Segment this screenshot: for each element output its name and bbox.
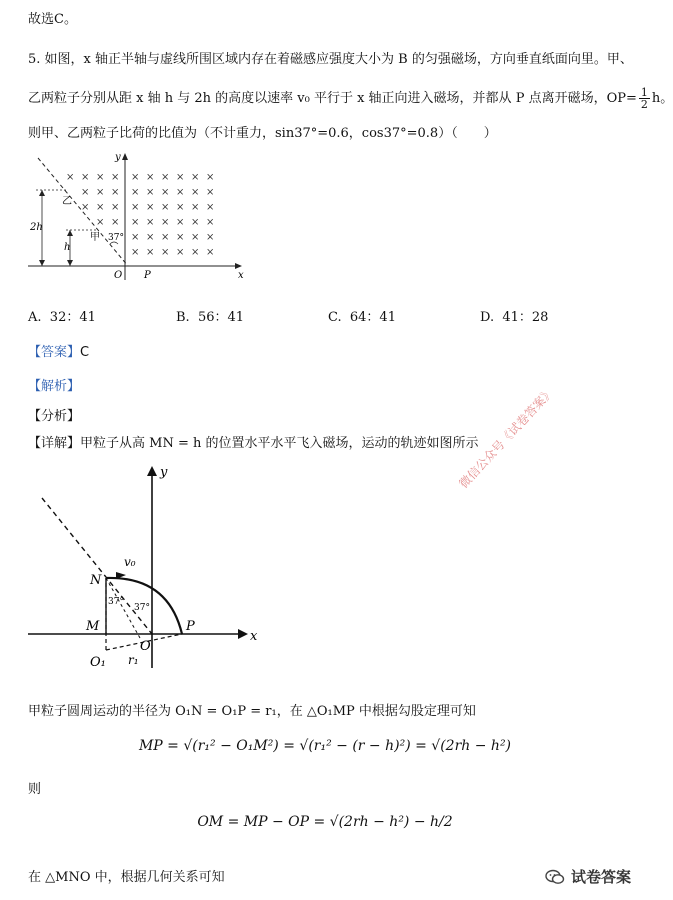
fenxi-tag: 【分析】: [28, 409, 81, 424]
fig1-y-label: y: [115, 152, 121, 163]
svg-text:×: ×: [206, 217, 215, 228]
previous-answer: 故选C。: [28, 12, 77, 27]
svg-text:×: ×: [146, 232, 155, 243]
svg-text:×: ×: [206, 187, 215, 198]
fig2-r1-label: r₁: [128, 653, 139, 667]
svg-text:×: ×: [191, 232, 200, 243]
fig2-x-label: x: [250, 629, 258, 644]
option-d[interactable]: D. 41：28: [480, 310, 549, 325]
option-c[interactable]: C. 64：41: [328, 310, 396, 325]
svg-text:×: ×: [96, 217, 105, 228]
svg-text:×: ×: [191, 172, 200, 183]
svg-text:×: ×: [161, 202, 170, 213]
svg-text:×: ×: [131, 172, 140, 183]
fraction-half: $\frac{1}{2}$: [640, 86, 648, 111]
svg-text:×: ×: [176, 217, 185, 228]
svg-text:×: ×: [191, 202, 200, 213]
footer-brand-text: 试卷答案: [571, 868, 632, 886]
fig2-n-label: N: [90, 573, 102, 588]
equation-2: OM = MP − OP = √(2rh − h²) − h/2: [197, 814, 453, 830]
svg-text:×: ×: [206, 202, 215, 213]
svg-text:×: ×: [81, 202, 90, 213]
fig2-m-label: M: [86, 619, 100, 634]
fig2-y-label: y: [160, 465, 168, 480]
fig1-x-label: x: [238, 270, 244, 281]
question-text-1: 如图，x 轴正半轴与虚线所围区域内存在着磁感应强度大小为 B 的匀强磁场，方向垂直纸面向里。甲、: [44, 52, 633, 67]
fig1-yi-label: 乙: [62, 196, 72, 207]
fig1-origin-label: O: [114, 270, 123, 281]
detail-tag: 【详解】: [28, 436, 81, 451]
svg-text:×: ×: [161, 247, 170, 258]
fig2-p-label: P: [186, 619, 195, 634]
svg-text:×: ×: [131, 202, 140, 213]
question-line-1: [28, 48, 633, 67]
svg-text:×: ×: [191, 187, 200, 198]
svg-text:×: ×: [81, 172, 90, 183]
question-text-2: 乙两粒子分别从距 x 轴 h 与 2h 的高度以速率 v₀ 平行于 x 轴正向进入磁场，并都从 P 点离开磁场，OP=: [28, 91, 637, 106]
svg-text:×: ×: [161, 217, 170, 228]
fig2-o-label: O: [140, 639, 151, 654]
figure-1-magnetic-field: [28, 148, 258, 288]
watermark-text: 微信公众号《试卷答案》: [456, 384, 557, 491]
fig2-o1-label: O₁: [90, 655, 106, 670]
svg-text:×: ×: [111, 172, 120, 183]
svg-text:×: ×: [131, 247, 140, 258]
svg-text:×: ×: [146, 172, 155, 183]
svg-text:×: ×: [111, 187, 120, 198]
equation-1: MP = √(r₁² − O₁M²) = √(r₁² − (r − h)²) = √(2rh − h²): [138, 738, 512, 754]
svg-text:×: ×: [206, 232, 215, 243]
svg-text:×: ×: [176, 247, 185, 258]
figure-2-trajectory: [28, 458, 328, 688]
option-a[interactable]: A. 32：41: [28, 310, 96, 325]
svg-text:×: ×: [111, 217, 120, 228]
fig2-angle2-label: 37°: [134, 603, 150, 613]
svg-text:×: ×: [176, 172, 185, 183]
answer-tag: 【答案】: [28, 345, 81, 360]
svg-text:×: ×: [131, 187, 140, 198]
last-line: 在 △MNO 中，根据几何关系可知: [28, 870, 225, 885]
answer-line: [28, 341, 89, 360]
svg-text:×: ×: [206, 172, 215, 183]
svg-text:×: ×: [191, 217, 200, 228]
fig2-v0-label: v₀: [124, 555, 136, 569]
option-b[interactable]: B. 56：41: [176, 310, 245, 325]
svg-text:×: ×: [161, 187, 170, 198]
wechat-icon: [545, 869, 565, 885]
svg-text:×: ×: [131, 232, 140, 243]
svg-text:×: ×: [96, 172, 105, 183]
svg-text:×: ×: [191, 247, 200, 258]
footer-brand: [545, 866, 631, 887]
svg-text:×: ×: [96, 202, 105, 213]
svg-text:×: ×: [206, 247, 215, 258]
analysis-tag: 【解析】: [28, 379, 81, 394]
svg-text:×: ×: [176, 232, 185, 243]
fig1-h-label: h: [64, 242, 71, 253]
detail-line: [28, 432, 479, 451]
svg-text:×: ×: [176, 202, 185, 213]
answer-value: C: [80, 345, 90, 360]
fig1-crosses: [66, 172, 214, 258]
svg-text:×: ×: [146, 247, 155, 258]
fig1-angle-label: 37°: [108, 233, 124, 243]
question-line-2: [28, 87, 673, 110]
svg-text:×: ×: [146, 217, 155, 228]
svg-text:×: ×: [176, 187, 185, 198]
svg-text:×: ×: [146, 202, 155, 213]
question-number: 5.: [28, 52, 41, 67]
fig1-jia-label: 甲: [90, 232, 100, 243]
svg-text:×: ×: [161, 232, 170, 243]
then-text: 则: [28, 782, 42, 797]
fig1-2h-label: 2h: [30, 222, 43, 233]
svg-text:×: ×: [146, 187, 155, 198]
question-text-2-end: h。: [651, 91, 673, 106]
svg-text:×: ×: [66, 172, 75, 183]
svg-text:×: ×: [81, 187, 90, 198]
radius-text: 甲粒子圆周运动的半径为 O₁N = O₁P = r₁，在 △O₁MP 中根据勾股定理可知: [28, 704, 476, 719]
fig2-angle1-label: 37°: [108, 597, 124, 607]
fig1-p-label: P: [144, 270, 151, 281]
question-line-3: 则甲、乙两粒子比荷的比值为（不计重力，sin37°=0.6，cos37°=0.8）（ ）: [28, 126, 497, 141]
svg-text:×: ×: [161, 172, 170, 183]
detail-text: 甲粒子从高 MN = h 的位置水平水平飞入磁场，运动的轨迹如图所示: [80, 436, 479, 451]
svg-text:×: ×: [111, 202, 120, 213]
svg-text:×: ×: [96, 187, 105, 198]
svg-text:×: ×: [131, 217, 140, 228]
